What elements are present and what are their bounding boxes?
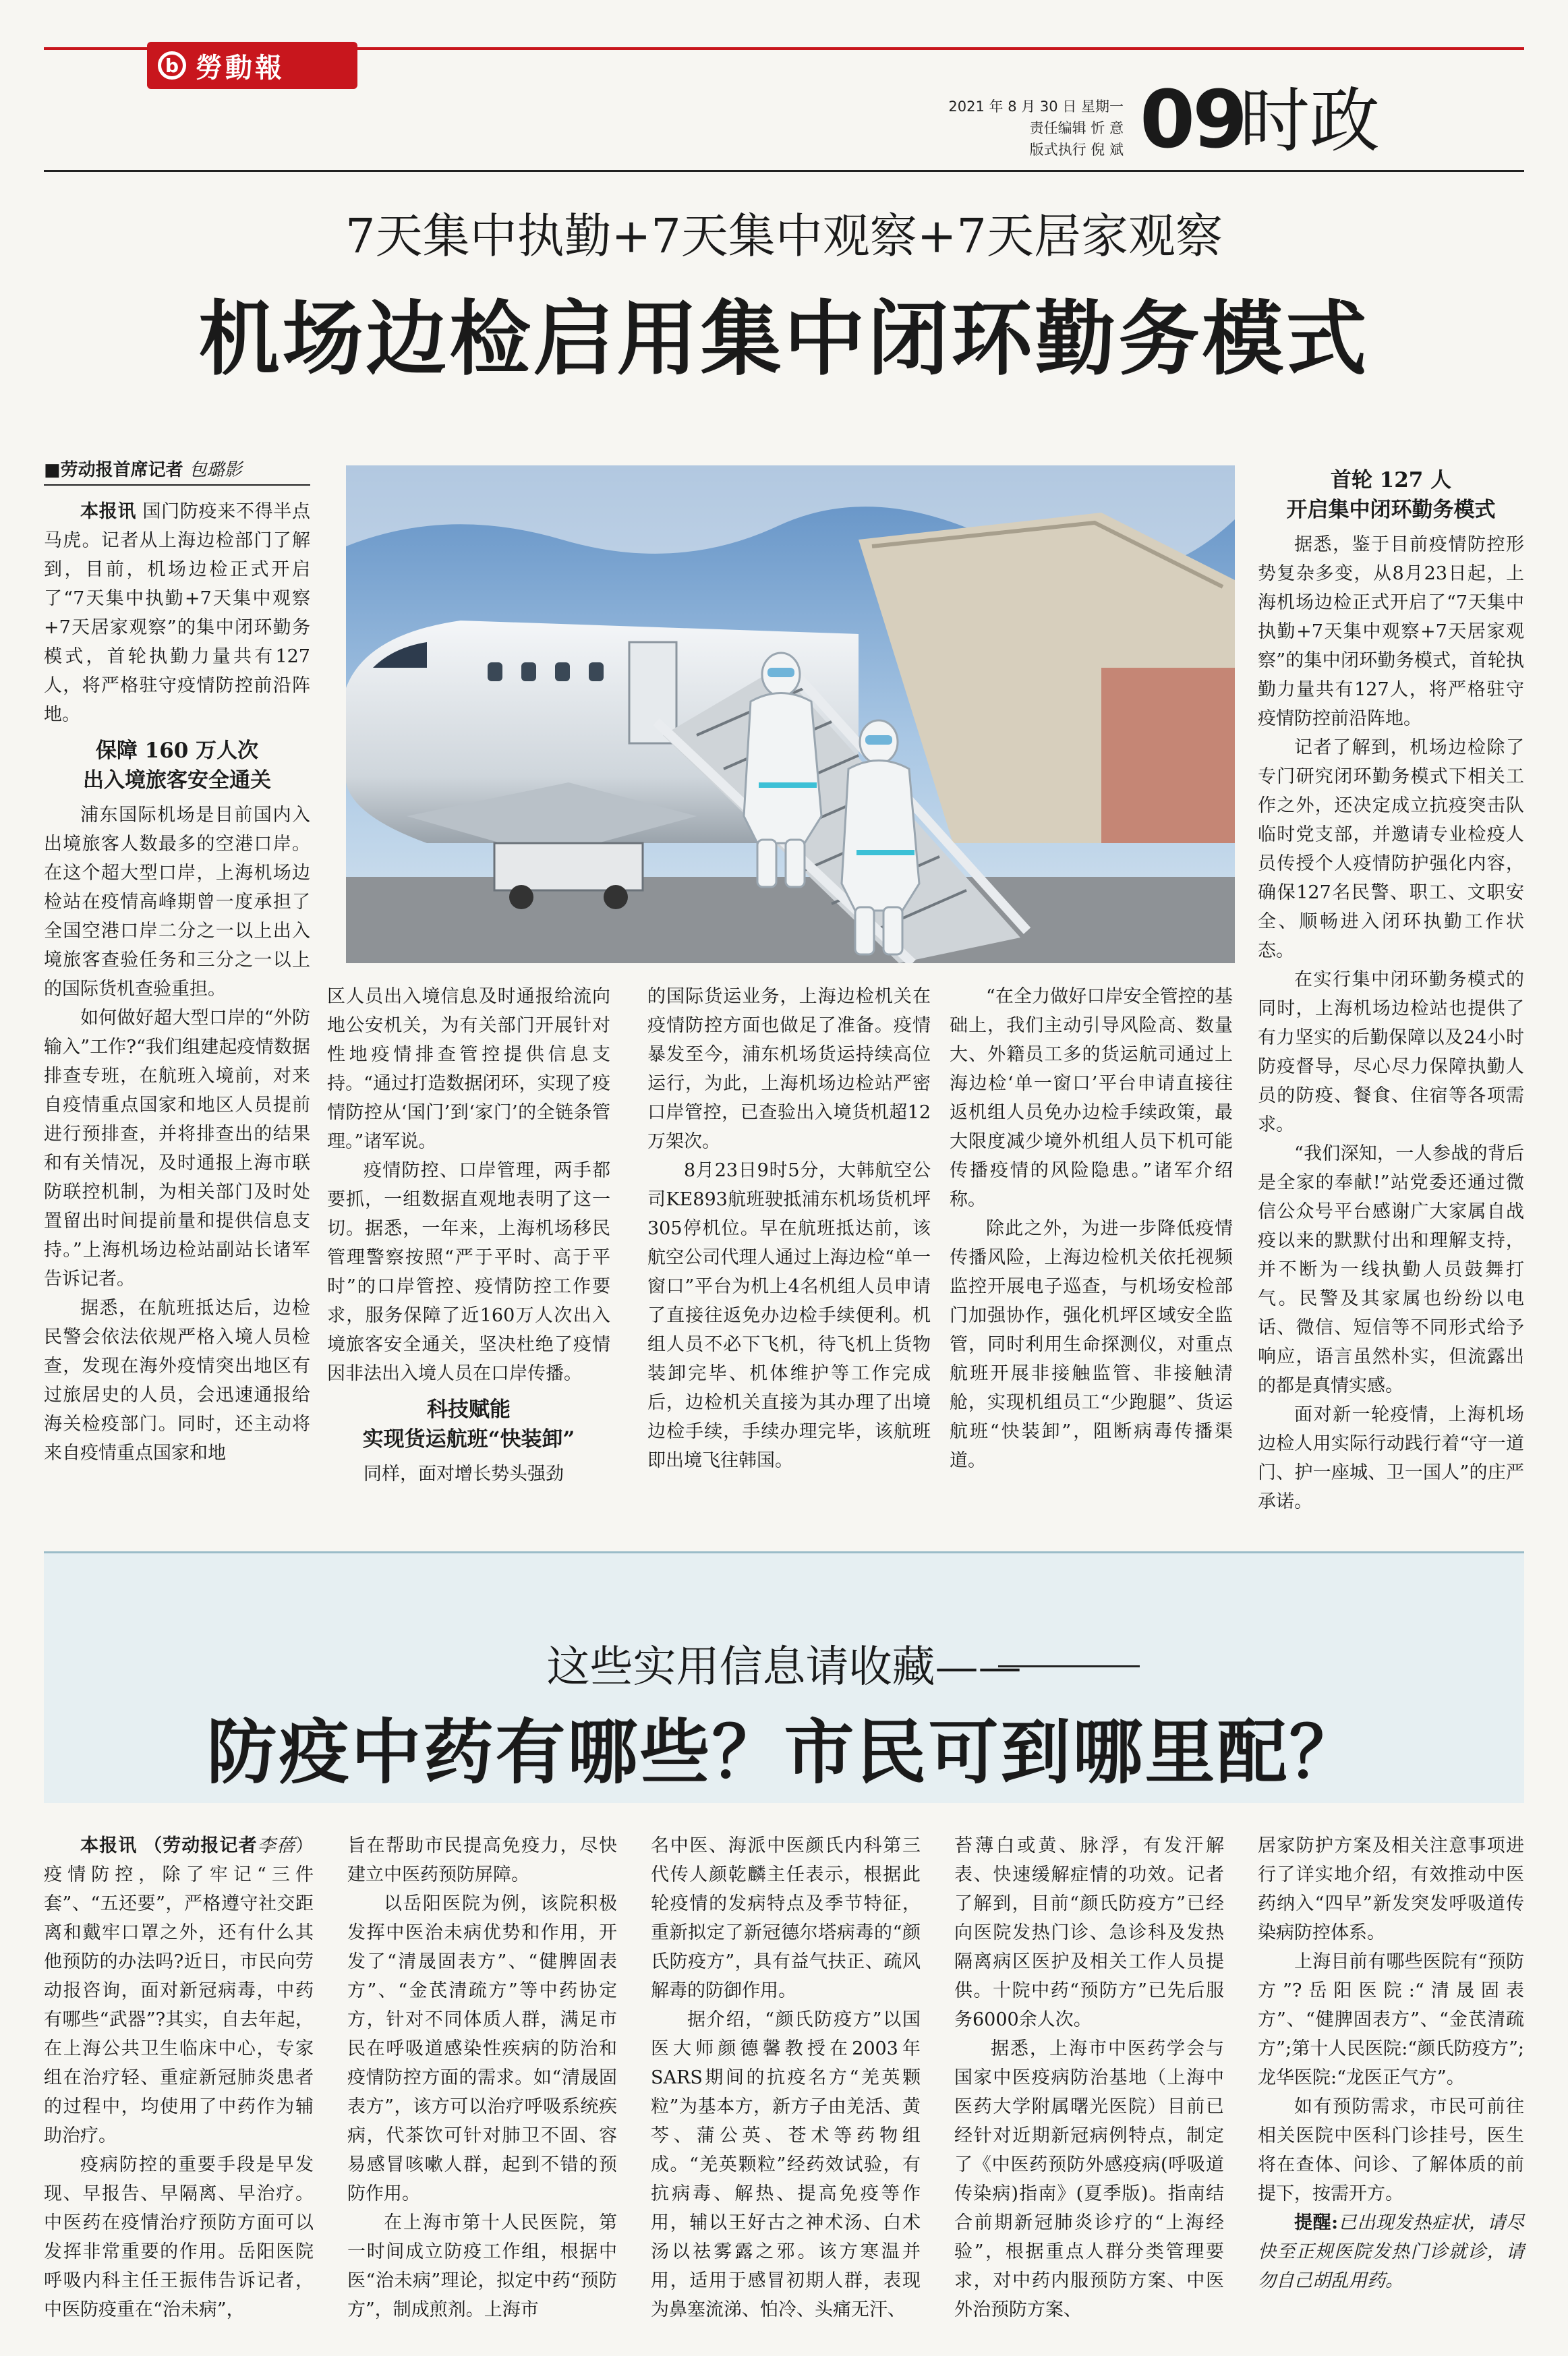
paragraph: “我们深知，一人参战的背后是全家的奉献!”站党委还通过微信公众号平台感谢广大家属自战疫以来的默默付出和理解支持，并不断为一线执勤人员鼓舞打气。民警及其家属也纷纷以电话、微信、短信等不同形式给予响应，语言虽然朴实，但流露出的都是真情实感。 — [1258, 1143, 1524, 1396]
logo-text: 勞動報 — [196, 51, 285, 84]
byline: ■劳动报首席记者 包璐影 — [44, 460, 242, 480]
article2-kicker: 这些实用信息请收藏—— — [546, 1642, 1022, 1692]
reminder-note: 提醒:已出现发热症状，请尽快至正规医院发热门诊就诊，请勿自己胡乱用药。 — [1258, 2212, 1524, 2291]
paragraph: 旨在帮助市民提高免疫力，尽快建立中医药预防屏障。 — [347, 1835, 617, 1885]
reporter-name: 李蓓 — [257, 1835, 295, 1856]
article2-column-4 — [954, 1831, 1224, 2324]
date-line: 2021 年 8 月 30 日 星期一 — [948, 98, 1124, 115]
layout-line: 版式执行 倪 斌 — [1029, 142, 1124, 158]
paragraph: 据介绍，“颜氏防疫方”以国医大师颜德馨教授在2003年SARS期间的抗疫名方“羌英颗粒”为基本方，新方子由羌活、黄芩、蒲公英、苍术等药物组成。“羌英颗粒”经药效试验，有抗病毒、解热、提高免疫等作用，辅以王好古之神术汤、白术汤以祛雾露之邪。该方寒温并用，适用于感冒初期人群，表现为鼻塞流涕、怕冷、头痛无汗、 — [651, 2009, 921, 2320]
paragraph: 同样，面对增长势头强劲 — [364, 1464, 564, 1485]
paragraph: 上海目前有哪些医院有“预防方”?岳阳医院:“清晟固表方”、“健脾固表方”、“金芪清疏方”;第十人民医院:“颜氏防疫方”;龙华医院:“龙医正气方”。 — [1258, 1951, 1524, 2088]
paragraph: 的国际货运业务，上海边检机关在疫情防控方面也做足了准备。疫情暴发至今，浦东机场货运持续高位运行，为此，上海机场边检站严密口岸管控，已查验出入境货机超12万架次。 — [647, 986, 931, 1152]
byline-name: 包璐影 — [189, 460, 242, 480]
page-meta — [931, 96, 1124, 161]
paragraph: 如有预防需求，市民可前往相关医院中医科门诊挂号，医生将在查体、问诊、了解体质的前提下，按需开方。 — [1258, 2096, 1524, 2204]
lead-tag: 本报讯 — [80, 1835, 138, 1856]
article2-column-1: 本报讯 （劳动报记者李蓓）疫情防控，除了牢记“三件套”、“五还要”，严格遵守社交距离和戴牢口罩之外，还有什么其他预防的办法吗?近日，市民向劳动报咨询，面对新冠病毒，中药有哪些“武器”?其实，自去年起，在上海公共卫生临床中心，专家组在治疗轻、重症新冠肺炎患者的过程中，均使用了中药作为辅助治疗。 疫病防控的重要手段是早发现、早报告、早隔离、早治疗。中医药在疫情治疗预防方面可以发挥非常重要的作用。岳阳医院呼吸内科主任王振伟告诉记者，中医防疫重在“治未病”， — [44, 1831, 314, 2324]
paragraph: 据悉，在航班抵达后，边检民警会依法依规严格入境人员检查，发现在海外疫情突出地区有过旅居史的人员，会迅速通报给海关检疫部门。同时，还主动将来自疫情重点国家和地 — [44, 1298, 310, 1464]
paragraph: 区人员出入境信息及时通报给流向地公安机关，为有关部门开展针对性地疫情排查管控提供信息支持。“通过打造数据闭环，实现了疫情防控从‘国门’到‘家门’的全链条管理。”诸军说。 — [327, 986, 610, 1152]
paragraph: 据悉，鉴于目前疫情防控形势复杂多变，从8月23日起，上海机场边检正式开启了“7天集中执勤+7天集中观察+7天居家观察”的集中闭环勤务模式，首轮执勤力量共有127人，将严格驻守疫情防控前沿阵地。 — [1258, 534, 1524, 729]
paragraph: 据悉，上海市中医药学会与国家中医疫病防治基地（上海中医药大学附属曙光医院）目前已经针对近期新冠病例特点，制定了《中医药预防外感疫病(呼吸道传染病)指南》(夏季版)。指南结合前期新冠肺炎诊疗的“上海经验”，根据重点人群分类管理要求，对中药内服预防方案、中医外治预防方案、 — [954, 2038, 1224, 2320]
paragraph: 以岳阳医院为例，该院积极发挥中医治未病优势和作用，开发了“清晟固表方”、“健脾固表方”、“金芪清疏方”等中药协定方，针对不同体质人群，满足市民在呼吸道感染性疾病的防治和疫情防控方面的需求。如“清晟固表方”，该方可以治疗呼吸系统疾病，代茶饮可针对肺卫不固、容易感冒咳嗽人群，起到不错的预防作用。 — [347, 1893, 617, 2204]
editor-line: 责任编辑 忻 意 — [1029, 120, 1124, 136]
border-officers-photo — [346, 465, 1235, 963]
reminder-label: 提醒: — [1294, 2212, 1339, 2233]
paragraph: 8月23日9时5分，大韩航空公司KE893航班驶抵浦东机场货机坪305停机位。早在航班抵达前，该航空公司代理人通过上海边检“单一窗口”平台为机上4名机组人员申请了直接往返免办边检手续便利。机组人员不必下飞机，待飞机上货物装卸完毕、机体维护等工作完成后，边检机关直接为其办理了出境边检手续，手续办理完毕，该航班即出境飞往韩国。 — [647, 1160, 931, 1471]
article1-column-5 — [1258, 465, 1524, 1516]
paragraph: 浦东国际机场是目前国内入出境旅客人数最多的空港口岸。在这个超大型口岸，上海机场边检站在疫情高峰期曾一度承担了全国空港口岸二分之一以上出入境旅客查验任务和三分之一以上的国际货机查验重担。 — [44, 805, 310, 1000]
paragraph: 记者了解到，机场边检除了专门研究闭环勤务模式下相关工作之外，还决定成立抗疫突击队临时党支部，并邀请专业检疫人员传授个人疫情防护强化内容，确保127名民警、职工、文职安全、顺畅进入闭环执勤工作状态。 — [1258, 737, 1524, 961]
paragraph: “在全力做好口岸安全管控的基础上，我们主动引导风险高、数量大、外籍员工多的货运航司通过上海边检‘单一窗口’平台申请直接往返机组人员免办边检手续政策，最大限度减少境外机组人员下机可能传播疫情的风险隐患。”诸军介绍称。 — [950, 986, 1233, 1210]
newspaper-logo[interactable] — [147, 42, 357, 89]
article1-column-4 — [950, 982, 1233, 1475]
logo-mark-icon: b — [158, 51, 186, 80]
paragraph: 居家防护方案及相关注意事项进行了详实地介绍，有效推动中医药纳入“四早”新发突发呼吸道传染病防控体系。 — [1258, 1835, 1524, 1943]
paragraph: 疫病防控的重要手段是早发现、早报告、早隔离、早治疗。中医药在疫情治疗预防方面可以发挥非常重要的作用。岳阳医院呼吸内科主任王振伟告诉记者，中医防疫重在“治未病”， — [44, 2154, 314, 2320]
article2-column-3 — [651, 1831, 921, 2324]
airport-photo-illustration — [346, 465, 1235, 963]
subhead-first-round: 首轮 127 人 开启集中闭环勤务模式 — [1286, 468, 1496, 522]
paragraph: 苔薄白或黄、脉浮，有发汗解表、快速缓解症情的功效。记者了解到，目前“颜氏防疫方”已经向医院发热门诊、急诊科及发热隔离病区医护及相关工作人员提供。十院中药“预防方”已先后服务6000余人次。 — [954, 1835, 1224, 2030]
article2-column-2 — [347, 1831, 617, 2324]
paragraph: 如何做好超大型口岸的“外防输入”工作?“我们组建起疫情数据排查专班，在航班入境前，对来自疫情重点国家和地区人员提前进行预排查，并将排查出的结果和有关情况，及时通报上海市联防联控机制，为相关部门及时处置留出时间提前量和提供信息支持。”上海机场边检站副站长诸军告诉记者。 — [44, 1008, 310, 1290]
paragraph: 在上海市第十人民医院，第一时间成立防疫工作组，根据中医“治未病”理论，拟定中药“预防方”，制成煎剂。上海市 — [347, 2212, 617, 2320]
section-name: 时政 — [1240, 80, 1381, 162]
header-divider — [44, 170, 1524, 172]
article1-column-3 — [647, 982, 931, 1475]
subhead-passengers: 保障 160 万人次 出入境旅客安全通关 — [83, 739, 271, 793]
page-number: 09 — [1140, 73, 1246, 166]
paragraph: 疫情防控、口岸管理，两手都要抓，一组数据直观地表明了这一切。据悉，一年来，上海机场移民管理警察按照“严于平时、高于平时”的口岸管控、疫情防控工作要求，服务保障了近160万人次出入境旅客安全通关，坚决杜绝了疫情因非法出入境人员在口岸传播。 — [327, 1160, 610, 1384]
paragraph: 名中医、海派中医颜氏内科第三代传人颜乾麟主任表示，根据此轮疫情的发病特点及季节特征，重新拟定了新冠德尔塔病毒的“颜氏防疫方”，具有益气扶正、疏风解毒的防御作用。 — [651, 1835, 921, 2001]
article1-kicker: 7天集中执勤+7天集中观察+7天居家观察 — [345, 208, 1223, 264]
article1-headline: 机场边检启用集中闭环勤务模式 — [198, 291, 1370, 386]
paragraph: 在实行集中闭环勤务模式的同时，上海机场边检站也提供了有力坚实的后勤保障以及24小时防疫督导，尽心尽力保障执勤人员的防疫、餐食、住宿等各项需求。 — [1258, 969, 1524, 1135]
subhead-cargo: 科技赋能 实现货运航班“快装卸” — [362, 1398, 575, 1452]
article1-column-1: ■劳动报首席记者 包璐影 本报讯 国门防疫来不得半点马虎。记者从上海边检部门了解到，目前，机场边检正式开启了“7天集中执勤+7天集中观察+7天居家观察”的集中闭环勤务模式，首轮执勤力量共有127人，将严格驻守疫情防控前沿阵地。 保障 160 万人次 出入境旅客安全通关 浦东国际机场是目前国内入出境旅客人数最多的空港口岸。在这个超大型口岸，上海机场边检站在疫情高峰期曾一度承担了全国空港口岸二分之一以上出入境旅客查验任务和三分之一以上的国际货机查验重担。 如何做好超大型口岸的“外防输入”工作?“我们组建起疫情数据排查专班，在航班入境前，对来自疫情重点国家和地区人员提前进行预排查，并将排查出的结果和有关情况，及时通报上海市联防联控机制，为相关部门及时处置留出时间提前量和提供信息支持。”上海机场边检站副站长诸军告诉记者。 据悉，在航班抵达后，边检民警会依法依规严格入境人员检查，发现在海外疫情突出地区有过旅居史的人员，会迅速通报给海关检疫部门。同时，还主动将来自疫情重点国家和地 — [44, 456, 310, 1468]
article2-column-5 — [1258, 1831, 1524, 2295]
lead-tag: 本报讯 — [80, 501, 137, 522]
paragraph: 面对新一轮疫情，上海机场边检人用实际行动践行着“守一道门、护一座城、卫一国人”的庄严承诺。 — [1258, 1404, 1524, 1512]
article1-column-2 — [327, 982, 610, 1489]
article2-headline: 防疫中药有哪些？市民可到哪里配？ — [206, 1711, 1362, 1793]
paragraph: 除此之外，为进一步降低疫情传播风险，上海边检机关依托视频监控开展电子巡查，与机场安检部门加强协作，强化机坪区域安全监管，同时利用生命探测仪，对重点航班开展非接触监管、非接触清舱，实现机组员工“少跑腿”、货运航班“快装卸”，阻断病毒传播渠道。 — [950, 1218, 1233, 1471]
